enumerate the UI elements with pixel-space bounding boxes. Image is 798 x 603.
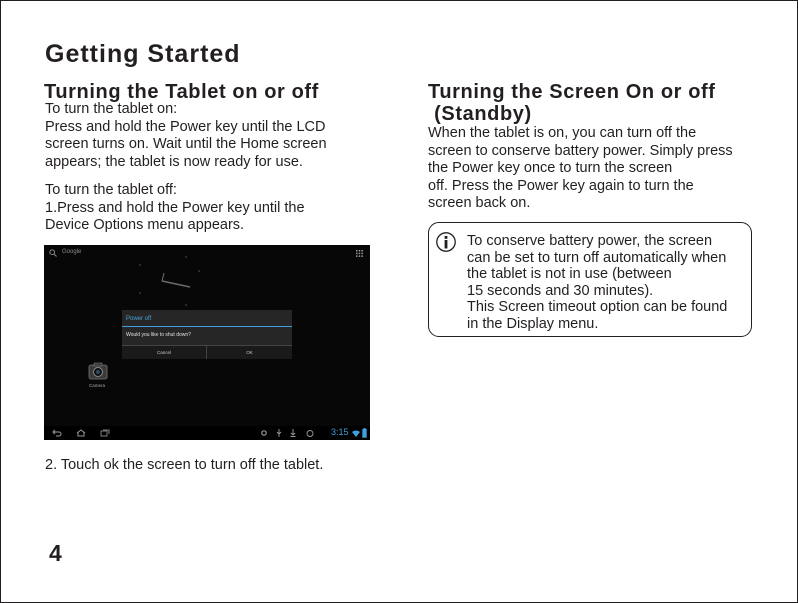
- battery-icon: [362, 428, 367, 438]
- text-line: Press and hold the Power key until the LCD: [45, 118, 326, 135]
- text-line: appears; the tablet is now ready for use.: [45, 153, 303, 170]
- alarm-icon: [306, 429, 314, 437]
- home-icon[interactable]: [76, 429, 86, 437]
- text-line: To turn the tablet on:: [45, 101, 178, 117]
- dialog-title: Power off: [126, 316, 152, 322]
- text-line: screen turns on. Wait until the Home screen: [45, 136, 327, 152]
- camera-icon[interactable]: [88, 362, 108, 380]
- text-line: To turn the tablet off:: [45, 182, 177, 198]
- turn-on-instructions: [45, 101, 375, 171]
- text-line: Device Options menu appears.: [45, 217, 245, 233]
- info-note-text: [467, 233, 757, 332]
- heading-line: Turning the Screen On or off: [428, 81, 716, 103]
- page-title: Getting Started: [45, 40, 241, 68]
- status-time: 3:15: [331, 427, 349, 437]
- recent-apps-icon[interactable]: [100, 429, 110, 437]
- text-line: can be set to turn off automatically when: [467, 249, 727, 266]
- back-icon[interactable]: [52, 429, 62, 437]
- dialog-divider: [122, 326, 292, 327]
- text-line: When the tablet is on, you can turn off the: [428, 125, 697, 141]
- dialog-message: Would you like to shut down?: [126, 332, 191, 338]
- tablet-screenshot: [44, 245, 370, 440]
- page-number: 4: [49, 540, 62, 566]
- text-line: off. Press the Power key again to turn the: [428, 177, 694, 194]
- text-line: in the Display menu.: [467, 315, 599, 332]
- turn-off-instructions: [45, 182, 375, 235]
- info-icon: [436, 232, 456, 252]
- section-heading-standby: [428, 81, 768, 125]
- camera-app-label: Camera: [89, 383, 106, 388]
- text-line: screen back on.: [428, 195, 531, 211]
- heading-line: (Standby): [428, 103, 532, 125]
- ok-button[interactable]: OK: [246, 350, 253, 355]
- info-note-box: [428, 222, 752, 337]
- text-line: 15 seconds and 30 minutes).: [467, 282, 654, 299]
- wifi-icon: [352, 429, 360, 437]
- text-line: This Screen timeout option can be found: [467, 299, 728, 315]
- section-heading-tablet-power: Turning the Tablet on or off: [44, 81, 319, 103]
- standby-instructions: [428, 125, 773, 213]
- system-bar: [44, 426, 370, 440]
- dialog-buttons: [122, 345, 292, 359]
- text-line: To conserve battery power, the screen: [467, 233, 713, 249]
- text-line: screen to conserve battery power. Simply press: [428, 142, 733, 159]
- text-line: 1.Press and hold the Power key until the: [45, 199, 305, 216]
- usb-icon: [276, 429, 282, 437]
- google-search-label: Google: [62, 249, 82, 255]
- power-off-dialog: [122, 310, 292, 358]
- text-line: the Power key once to turn the screen: [428, 160, 673, 176]
- step-two-instruction: 2. Touch ok the screen to turn off the tablet.: [45, 457, 324, 473]
- cancel-button[interactable]: Cancel: [122, 346, 207, 359]
- download-icon: [290, 429, 296, 437]
- text-line: the tablet is not in use (between: [467, 266, 672, 282]
- settings-notification-icon: [260, 429, 268, 437]
